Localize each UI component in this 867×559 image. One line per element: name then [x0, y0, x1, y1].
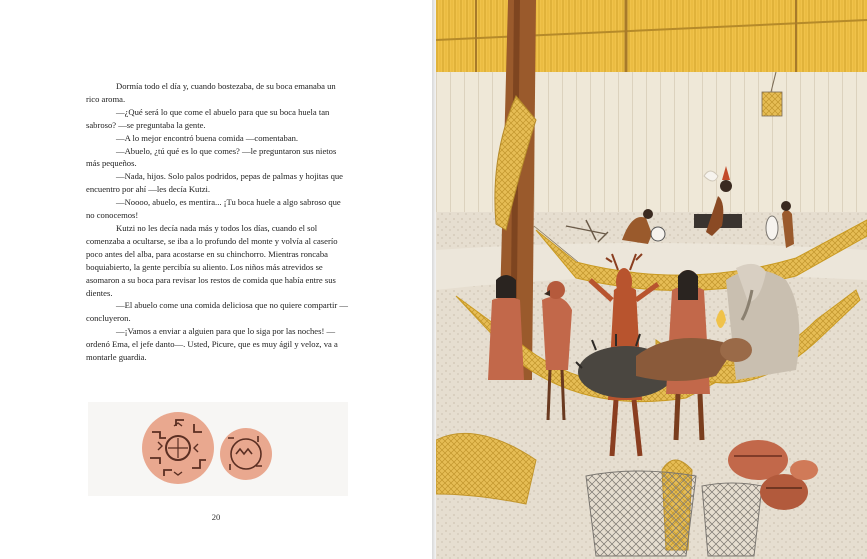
paragraph: —A lo mejor encontró buena comida —comentaban.: [116, 132, 299, 143]
thatched-roof: [436, 0, 867, 80]
paragraph: Dormía todo el día y, cuando bostezaba, de su boca emanaba un rico aroma.: [86, 81, 336, 104]
small-patterned-disc: [220, 428, 272, 480]
page-number: 20: [211, 512, 221, 522]
paragraph: —¿Qué será lo que come el abuelo para que su boca huela tan sabroso? —se preguntaba la gente.: [86, 106, 330, 130]
paragraph: —Abuelo, ¿tú qué es lo que comes? —le preguntaron sus nietos más pequeños.: [86, 145, 337, 169]
village-illustration: [436, 0, 867, 559]
decorated-discs-vignette: [88, 402, 348, 496]
paragraph: Kutzi no les decía nada más y todos los días, cuando el sol comenzaba a ocultarse, se iba a lo profundo del monte y volvía al caserío poco antes del alba, para acostarse en su chinchorro. Mientras roncaba boquiabierto, la gente percibía su aliento. Los niños más atrevidos se asomaron a su boca para revisar los restos de comida que había entre sus dientes.: [86, 222, 338, 298]
large-patterned-disc: [142, 412, 214, 484]
paragraph: —Noooo, abuelo, es mentira... ¡Tu boca huele a algo sabroso que no conocemos!: [86, 197, 341, 221]
paragraph: —Nada, hijos. Solo palos podridos, pepas de palmas y hojitas que encuentro por ahí —les decía Kutzi.: [86, 171, 343, 195]
paragraph: —El abuelo come una comida deliciosa que no quiere compartir —concluyeron.: [86, 300, 348, 324]
text-page: [0, 0, 432, 559]
paragraph: —¡Vamos a enviar a alguien para que lo siga por las noches! —ordenó Ema, el jefe danto—. Usted, Picure, que es muy ágil y veloz, va a montarle guardia.: [86, 326, 338, 363]
story-text: [86, 80, 348, 364]
